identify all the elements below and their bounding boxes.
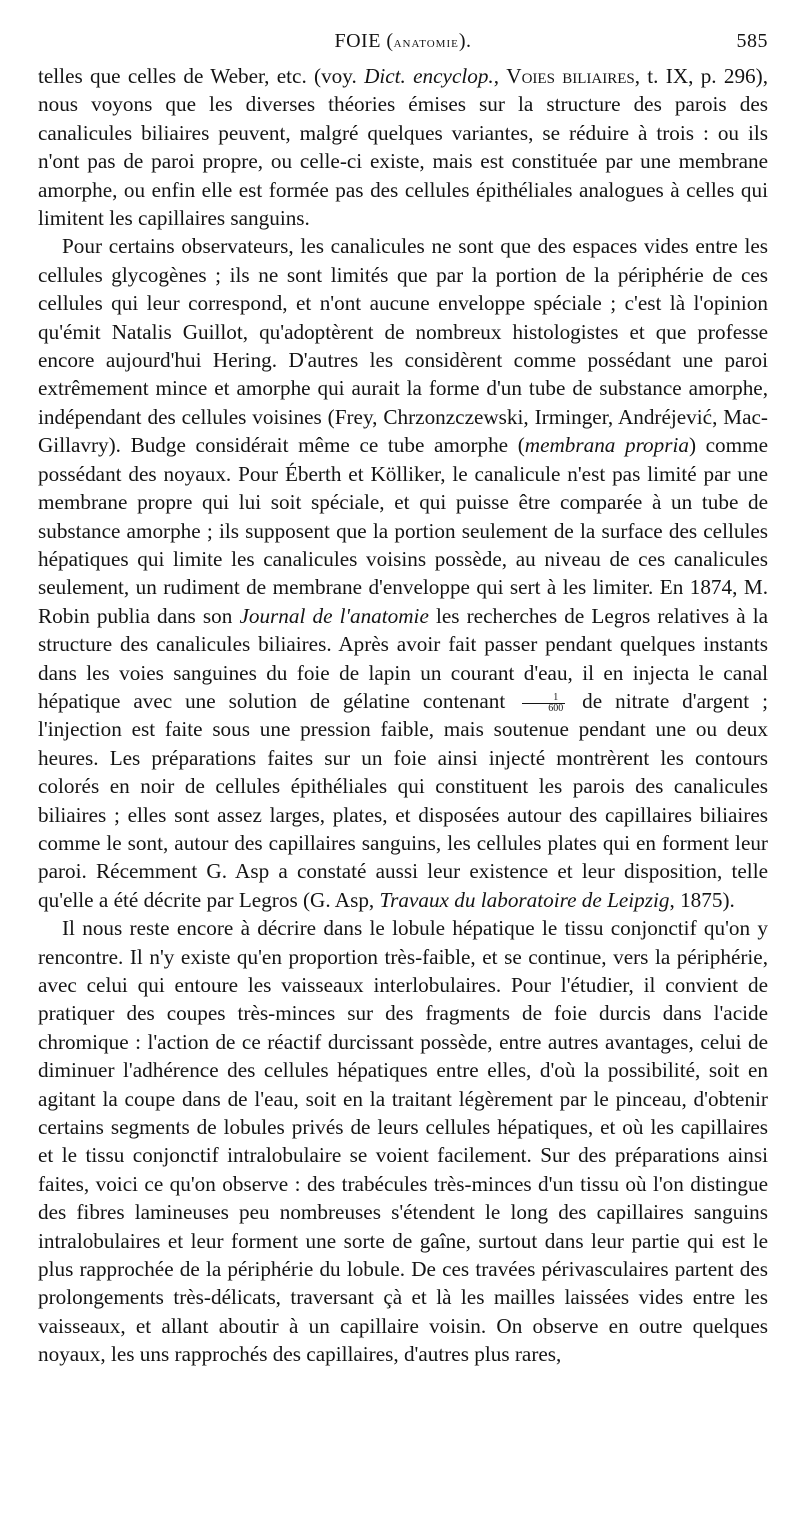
running-title-close: ). bbox=[458, 30, 472, 52]
italic-text: Dict. encyclop. bbox=[364, 64, 494, 88]
text-run: , 1875). bbox=[669, 887, 735, 912]
smallcaps-text: Voies biliaires bbox=[506, 64, 635, 88]
running-title bbox=[38, 30, 768, 53]
text-run: telles que celles de Weber, etc. (voy. bbox=[38, 64, 365, 88]
running-title-main: FOIE ( bbox=[334, 30, 394, 52]
fraction-numerator: 1 bbox=[522, 693, 565, 704]
italic-text: membrana propria bbox=[524, 433, 689, 458]
fraction-denominator: 600 bbox=[548, 702, 564, 714]
text-run: , t. IX, p. 296), nous voyons que les diverses théories émises sur la structure des parois des canalicules biliaires peuvent, malgré quelques variantes, se réduire à trois : ou ils n'ont pas de paroi propre, ou celle-ci existe, mais est constituée par une membrane amorphe, ou enfin elle est formée pas des cellules épithéliales analogues à celles qui limitent les capillaires sanguins. bbox=[38, 64, 768, 231]
text-run: Pour certains observateurs, les canalicules ne sont que des espaces vides entre les cellules glycogènes ; ils ne sont limités que par la portion de la périphérie de ces cellules qui leur correspond, et n'ont aucune enveloppe spéciale ; c'est là l'opinion qu'émit Natalis Guillot, qu'adoptèrent de nombreux histologistes et que professe encore aujourd'hui Hering. D'autres les considèrent comme possédant une paroi extrêmement mince et amorphe qui aurait la forme d'un tube de substance amorphe, indépendant des cellules voisines (Frey, Chrzonzczewski, Irminger, Andréjević, Mac-Gillavry). Budge considérait même ce tube amorphe ( bbox=[38, 234, 768, 458]
text-run: les recherches de Legros relatives à la structure des canalicules biliaires. Après avoir fait passer pendant quelques instants dans les voies sanguines du foie de lapin un courant d'eau, il en injecta le canal hépatique avec une solution de gélatine contenant bbox=[38, 603, 768, 713]
text-run: de nitrate d'argent ; l'injection est faite sous une pression faible, mais soutenue pendant une ou deux heures. Les préparations faites sur un foie ainsi injecté montrèrent les contours colorés en noir de cellules épithéliales qui constituent les parois des canalicules biliaires ; elles sont assez larges, plates, et disposées autour des capillaires biliaires comme le sont, autour des capillaires sanguins, les cellules plates qui en forment leur paroi. Récemment G. Asp a constaté aussi leur existence et leur disposition, telle qu'elle a été décrite par Legros (G. Asp, bbox=[38, 688, 768, 912]
italic-text: Travaux du laboratoire de Leipzig bbox=[379, 887, 670, 912]
body-text bbox=[38, 62, 768, 1369]
text-run: , bbox=[493, 64, 507, 88]
text-run: ) comme possédant des noyaux. Pour Éberth et Kölliker, le canalicule n'est pas limité par une membrane propre qui lui soit spéciale, et qui puisse être comparée à un tube de substance amorphe ; ils supposent que la portion seulement de la surface des cellules hépatiques qui limite les canalicules voisins possède, au niveau de ces canalicules seulement, un rudiment de membrane d'enveloppe qui sert à les limiter. En 1874, M. Robin publia dans son bbox=[38, 433, 769, 628]
page bbox=[38, 30, 768, 1369]
running-title-subject: anatomie bbox=[393, 34, 459, 51]
paragraph bbox=[38, 914, 768, 1369]
text-run: Il nous reste encore à décrire dans le lobule hépatique le tissu conjonctif qu'on y rencontre. Il n'y existe qu'en proportion très-faible, et se continue, vers la périphérie, avec celui qui entoure les vaisseaux interlobulaires. Pour l'étudier, il convient de pratiquer des coupes très-minces sur des fragments de foie durcis dans l'acide chromique : l'action de ce réactif durcissant possède, entre autres avantages, celui de diminuer l'adhérence des cellules hépatiques entre elles, d'où la possibilité, soit en agitant la coupe dans de l'eau, soit en la traitant légèrement par le pinceau, d'obtenir certains segments de lobules privés de leurs cellules hépatiques, et où les capillaires et le tissu conjonctif intralobulaire se voient facilement. Sur des préparations ainsi faites, voici ce qu'on observe : des trabécules très-minces d'un tissu où l'on distingue des fibres lamineuses peu nombreuses s'étendent le long des capillaires sanguins intralobulaires et leur forment une sorte de gaîne, surtout dans leur partie qui est le plus rapprochée de la périphérie du lobule. De ces travées périvasculaires partent des prolongements très-délicats, traversant çà et là les mailles laissées vides entre les vaisseaux, et allant aboutir à un capillaire voisin. On observe en outre quelques noyaux, les uns rapprochés des capillaires, d'autres plus rares, bbox=[38, 916, 768, 1367]
page-number: 585 bbox=[736, 30, 768, 52]
running-header bbox=[38, 30, 768, 62]
italic-text: Journal de l'anatomie bbox=[239, 603, 429, 628]
paragraph bbox=[38, 62, 768, 232]
paragraph bbox=[38, 232, 768, 914]
fraction bbox=[522, 693, 565, 714]
